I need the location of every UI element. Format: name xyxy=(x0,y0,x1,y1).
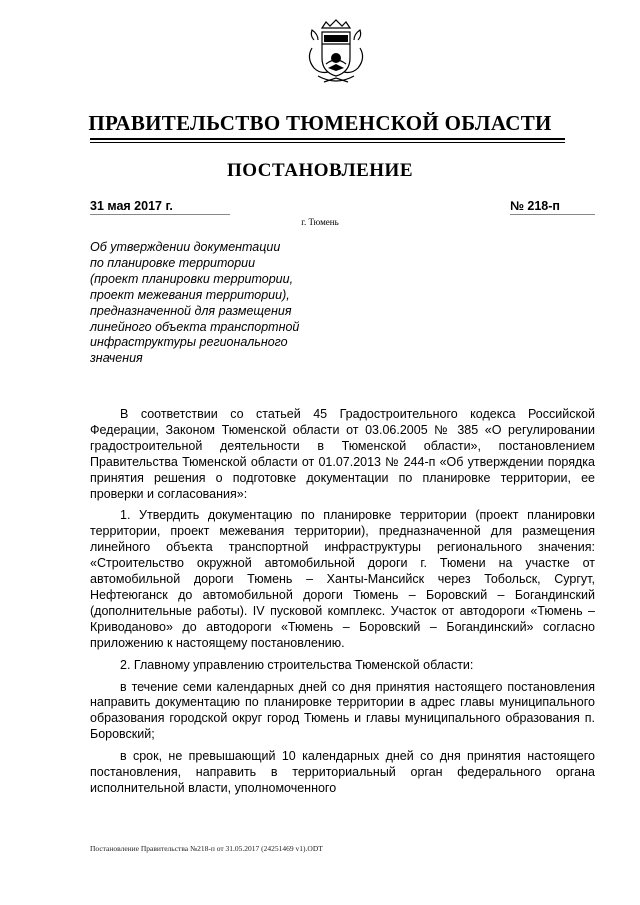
subject-line: проект межевания территории), xyxy=(90,287,290,302)
document-city: г. Тюмень xyxy=(301,217,339,227)
date-underline xyxy=(90,214,230,215)
subject-line: инфраструктуры регионального xyxy=(90,335,288,350)
subject-line: по планировке территории xyxy=(90,255,256,270)
page-footer: Постановление Правительства №218-п от 31.05.2017 (24251469 v1).ODT xyxy=(90,844,323,853)
document-date: 31 мая 2017 г. xyxy=(90,199,173,213)
header-rule-thick xyxy=(90,138,565,140)
subject-line: значения xyxy=(90,351,143,366)
body-paragraph: 1. Утвердить документацию по планировке территории (проект планировки территории, проект межевания территории), предназначенной для размещения линейного объекта транспортной инфраструктуры регионального значения: «Строительство окружной автомобильной дороги г. Тюмени на участке от автомобильной дороги Тюмень – Ханты-Мансийск через Тобольск, Сургут, Нефтеюганск до автомобильной дороги Тюмень – Боровский – Богандинский (дополнительные работы). IV пусковой комплекс. Участок от автодороги «Тюмень – Криводаново» до автодороги «Тюмень – Боровский – Богандинский» согласно приложению к настоящему постановлению. xyxy=(90,508,595,650)
subject-line: предназначенной для размещения xyxy=(90,303,292,318)
coat-of-arms-emblem xyxy=(300,18,372,90)
body-paragraph: В соответствии со статьей 45 Градостроительного кодекса Российской Федерации, Законом Тюменской области от 03.06.2005 № 385 «О регулировании градостроительной деятельности в Тюменской области», постановлением Правительства Тюменской области от 01.07.2013 № 244-п «Об утверждении порядка принятия решения о подготовке документации по планировке территории, ее проверки и согласования»: xyxy=(90,407,595,501)
header-rule-thin xyxy=(90,142,565,143)
body-paragraph: 2. Главному управлению строительства Тюменской области: xyxy=(120,657,474,672)
document-type: ПОСТАНОВЛЕНИЕ xyxy=(226,160,414,181)
document-subject xyxy=(90,240,350,367)
government-name: ПРАВИТЕЛЬСТВО ТЮМЕНСКОЙ ОБЛАСТИ xyxy=(88,111,552,135)
subject-line: линейного объекта транспортной xyxy=(90,319,300,334)
number-underline xyxy=(510,214,595,215)
document-number: № 218-п xyxy=(510,199,560,213)
document-body xyxy=(90,407,595,803)
body-paragraph: в срок, не превышающий 10 календарных дней со дня принятия настоящего постановления, направить в территориальный орган федерального органа исполнительной власти, уполномоченного xyxy=(90,749,595,795)
subject-line: (проект планировки территории, xyxy=(90,271,294,286)
body-paragraph: в течение семи календарных дней со дня принятия настоящего постановления направить документацию по планировке территории в адрес главы муниципального образования городской округ город Тюмень и главы муниципального образования п. Боровский; xyxy=(90,679,595,742)
subject-line: Об утверждении документации xyxy=(90,240,281,254)
